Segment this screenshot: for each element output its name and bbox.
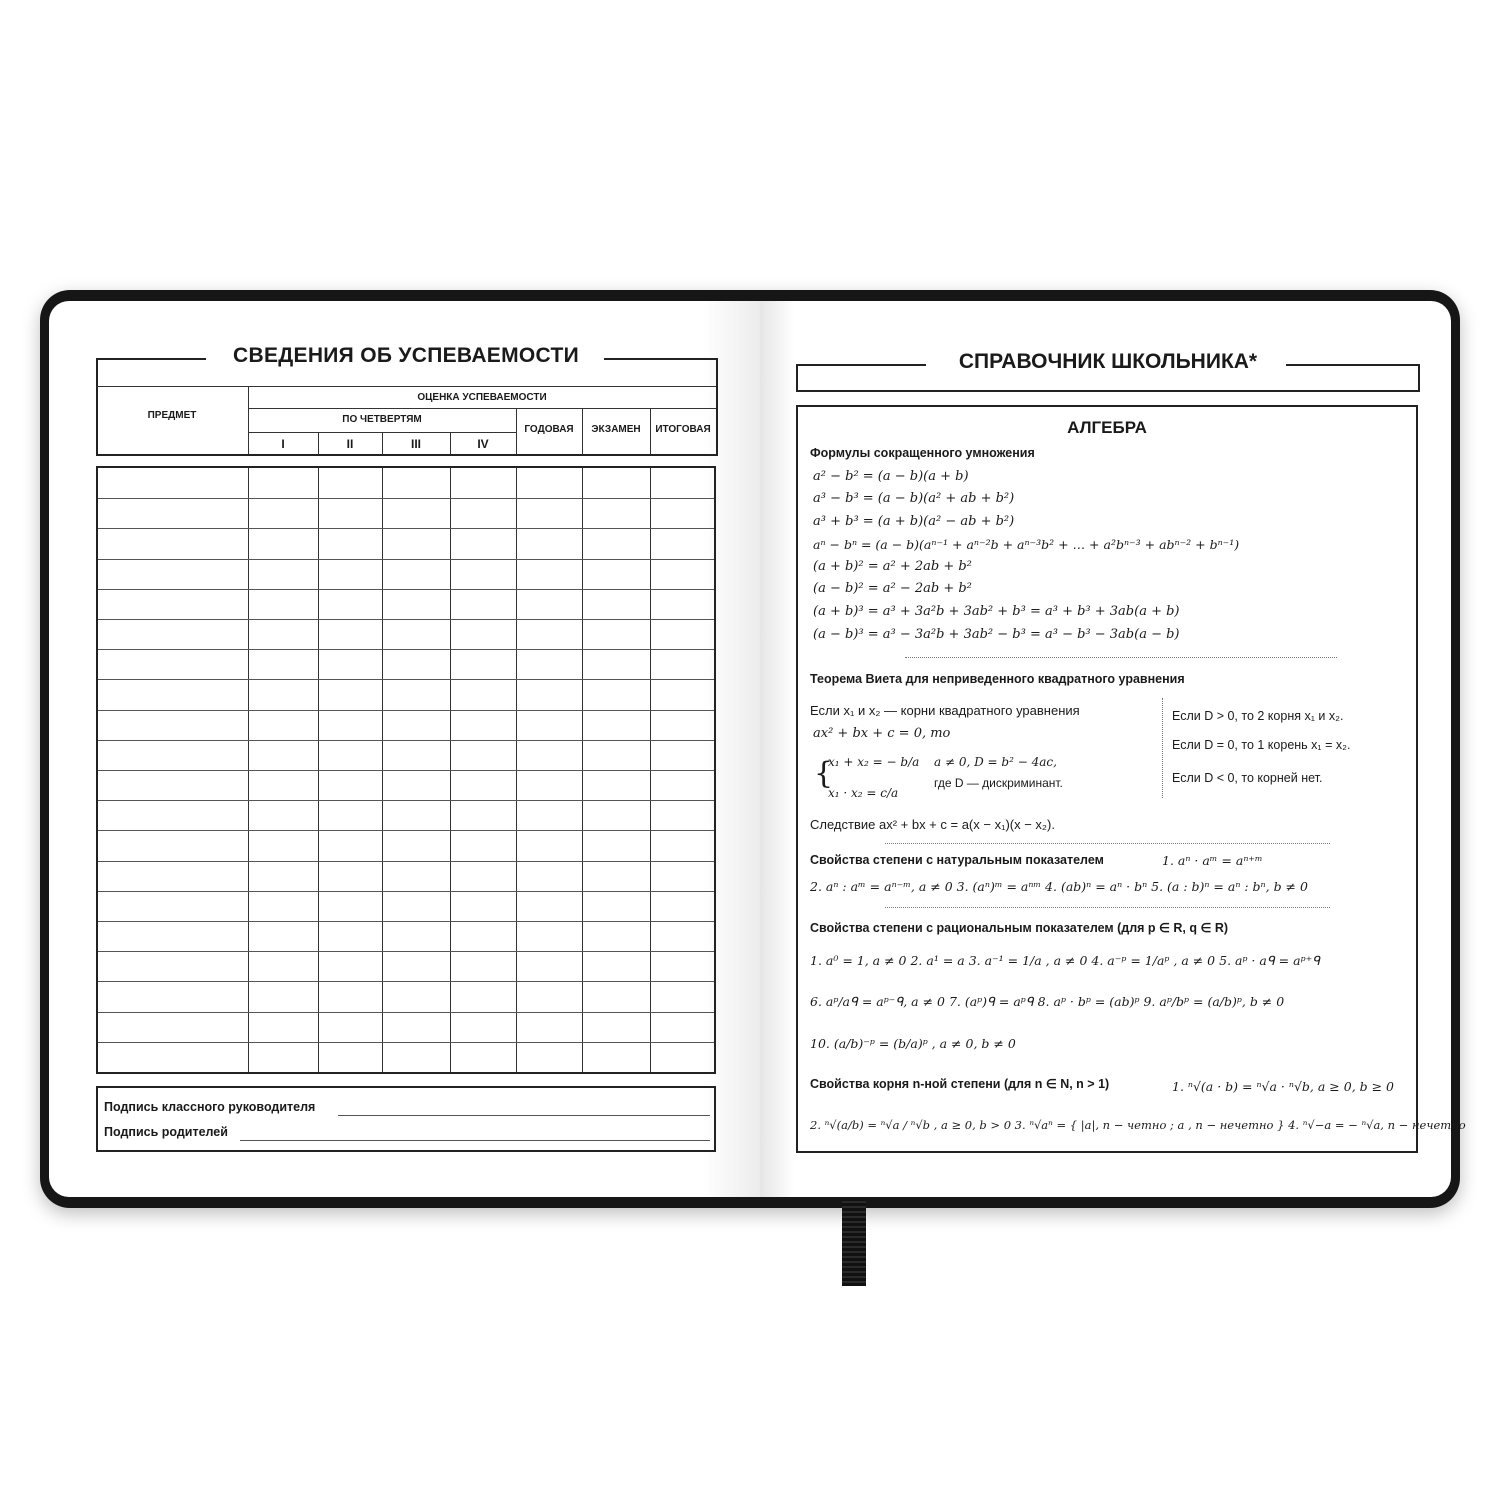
formula: a² − b² = (a − b)(a + b) [813, 469, 969, 484]
formula: aⁿ − bⁿ = (a − b)(aⁿ⁻¹ + aⁿ⁻²b + aⁿ⁻³b² + … + a²bⁿ⁻³ + abⁿ⁻² + bⁿ⁻¹) [813, 537, 1240, 552]
section-divider [885, 907, 1330, 908]
header-final: ИТОГОВАЯ [655, 424, 711, 435]
vieta-line2: ax² + bx + c = 0, то [813, 726, 951, 741]
section-vieta: Теорема Виета для неприведенного квадратного уравнения [810, 672, 1185, 686]
grid-row-line [98, 800, 714, 801]
reference-header [796, 350, 1420, 394]
grid-row-line [98, 1012, 714, 1013]
grid-row-line [98, 589, 714, 590]
formula: a³ + b³ = (a + b)(a² − ab + b²) [813, 514, 1015, 529]
bookmark-ribbon[interactable] [842, 1200, 866, 1286]
reference-title: СПРАВОЧНИК ШКОЛЬНИКА* [796, 350, 1420, 374]
header-subject: ПРЕДМЕТ [147, 410, 197, 421]
signature-parents-label: Подпись родителей [104, 1125, 228, 1139]
section-divider [885, 843, 1330, 844]
vieta-separator [1162, 698, 1163, 798]
vieta-consequence: Следствие ax² + bx + c = a(x − x₁)(x − x₂). [810, 817, 1055, 832]
vieta-condition: a ≠ 0, D = b² − 4ac, [934, 755, 1057, 769]
header-q3: III [410, 437, 421, 451]
grid-row-line [98, 679, 714, 680]
grid-row-line [98, 498, 714, 499]
header-hline [248, 408, 716, 409]
section-divider [905, 657, 1337, 658]
grid-row-line [98, 649, 714, 650]
grades-title: СВЕДЕНИЯ ОБ УСПЕВАЕМОСТИ [96, 344, 716, 368]
header-hline [96, 386, 716, 387]
signature-box [96, 1086, 716, 1152]
vieta-brace: { [814, 756, 834, 791]
section-abbrev-mult: Формулы сокращенного умножения [810, 446, 1035, 460]
formula: 1. ⁿ√(a · b) = ⁿ√a · ⁿ√b, a ≥ 0, b ≥ 0 [1172, 1079, 1395, 1094]
vieta-line1: Если x₁ и x₂ — корни квадратного уравнения [810, 703, 1080, 718]
section-roots: Свойства корня n-ной степени (для n ∈ N, n > 1) [810, 1077, 1110, 1091]
grid-row-line [98, 861, 714, 862]
header-quarters: ПО ЧЕТВЕРТЯМ [342, 414, 422, 425]
vieta-sum: x₁ + x₂ = − b/a [828, 755, 920, 769]
formula: (a + b)³ = a³ + 3a²b + 3ab² + b³ = a³ + b³ + 3ab(a + b) [813, 604, 1180, 619]
formula: (a − b)³ = a³ − 3a²b + 3ab² − b³ = a³ − b³ − 3ab(a − b) [813, 627, 1180, 642]
grid-row-line [98, 770, 714, 771]
grid-row-line [98, 891, 714, 892]
formula-row: 6. aᵖ/aᑫ = aᵖ⁻ᑫ, a ≠ 0 7. (aᵖ)ᑫ = aᵖᑫ 8. aᵖ · bᵖ = (ab)ᵖ 9. aᵖ/bᵖ = (a/b)ᵖ, b ≠ 0 [810, 994, 1285, 1009]
grades-table [96, 466, 716, 1074]
grid-row-line [98, 830, 714, 831]
header-exam: ЭКЗАМЕН [591, 424, 641, 435]
signature-parents-line[interactable] [240, 1140, 710, 1141]
vieta-case-positive: Если D > 0, то 2 корня x₁ и x₂. [1172, 709, 1344, 723]
header-grade: ОЦЕНКА УСПЕВАЕМОСТИ [417, 392, 547, 403]
formula-row: 2. ⁿ√(a/b) = ⁿ√a / ⁿ√b , a ≥ 0, b > 0 3. ⁿ√aⁿ = { |a|, n − четно ; a , n − нечетно } 4. ⁿ√−a = − ⁿ√a, n − нечетно [810, 1118, 1466, 1132]
grid-row-line [98, 528, 714, 529]
grid-row-line [98, 981, 714, 982]
section-natural-powers: Свойства степени с натуральным показателем [810, 853, 1104, 867]
grid-row-line [98, 951, 714, 952]
formula: (a − b)² = a² − 2ab + b² [813, 581, 972, 596]
grid-row-line [98, 1042, 714, 1043]
signature-teacher-line[interactable] [338, 1115, 710, 1116]
header-hline [248, 432, 516, 433]
grid-row-line [98, 740, 714, 741]
grid-row-line [98, 559, 714, 560]
grid-row-line [98, 921, 714, 922]
vieta-case-zero: Если D = 0, то 1 корень x₁ = x₂. [1172, 738, 1351, 752]
header-q4: IV [477, 437, 489, 451]
grid-row-line [98, 619, 714, 620]
header-q1: I [281, 437, 285, 451]
grades-header [96, 344, 716, 458]
signature-teacher-label: Подпись классного руководителя [104, 1100, 316, 1114]
header-annual: ГОДОВАЯ [524, 424, 574, 435]
formula-row: 1. a⁰ = 1, a ≠ 0 2. a¹ = a 3. a⁻¹ = 1/a , a ≠ 0 4. a⁻ᵖ = 1/aᵖ , a ≠ 0 5. aᵖ · aᑫ = aᵖ⁺ᑫ [810, 953, 1321, 968]
vieta-case-negative: Если D < 0, то корней нет. [1172, 771, 1323, 785]
formula-row: 2. aⁿ : aᵐ = aⁿ⁻ᵐ, a ≠ 0 3. (aⁿ)ᵐ = aⁿᵐ 4. (ab)ⁿ = aⁿ · bⁿ 5. (a : b)ⁿ = aⁿ : bⁿ, b ≠ 0 [810, 879, 1308, 894]
section-rational-powers: Свойства степени с рациональным показателем (для p ∈ R, q ∈ R) [810, 921, 1229, 935]
header-q2: II [346, 437, 354, 451]
formula: (a + b)² = a² + 2ab + b² [813, 559, 972, 574]
formula-row: 10. (a/b)⁻ᵖ = (b/a)ᵖ , a ≠ 0, b ≠ 0 [810, 1036, 1016, 1051]
algebra-heading: АЛГЕБРА [1067, 418, 1147, 437]
formula: a³ − b³ = (a − b)(a² + ab + b²) [813, 491, 1015, 506]
vieta-discriminant: где D — дискриминант. [934, 776, 1063, 790]
vieta-product: x₁ · x₂ = c/a [828, 786, 899, 800]
grid-row-line [98, 710, 714, 711]
formula: 1. aⁿ · aᵐ = aⁿ⁺ᵐ [1162, 853, 1263, 868]
